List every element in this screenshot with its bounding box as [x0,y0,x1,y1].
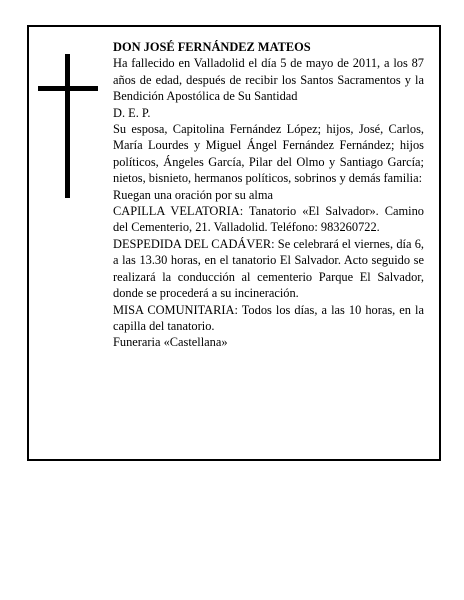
obituary-text [113,39,424,351]
family-list: Su esposa, Capitolina Fernández López; hijos, José, Carlos, María Lourdes y Miguel Ángel Fernández Fernández; hijos políticos, Ángeles García, Pilar del Olmo y Santiago García; nietos, bisnieto, hermanos políticos, sobrinos y demás familia: [113,122,424,186]
death-announcement: Ha fallecido en Valladolid el día 5 de mayo de 2011, a los 87 años de edad, después de recibir los Santos Sacramentos y la Bendición Apostólica de Su Santidad [113,56,424,104]
wake-chapel-info: CAPILLA VELATORIA: Tanatorio «El Salvador». Camino del Cementerio, 21. Valladolid. Teléfono: 983260722. [113,204,424,235]
rest-in-peace: D. E. P. [113,105,151,120]
farewell-info: DESPEDIDA DEL CADÁVER: Se celebrará el viernes, día 6, a las 13.30 horas, en el tanatorio El Salvador. Acto seguido se realizará la conducción al cementerio Parque El Salvador, donde se procederá a su incineración. [113,236,424,301]
community-mass-info: MISA COMUNITARIA: Todos los días, a las 10 horas, en la capilla del tanatorio. [113,302,424,333]
prayer-request: Ruegan una oración por su alma [113,187,273,202]
funeral-home: Funeraria «Castellana» [113,335,228,350]
latin-cross-icon [38,54,98,198]
deceased-name: DON JOSÉ FERNÁNDEZ MATEOS [113,40,311,54]
cross-vertical-bar [65,54,70,198]
cross-horizontal-bar [38,86,98,91]
